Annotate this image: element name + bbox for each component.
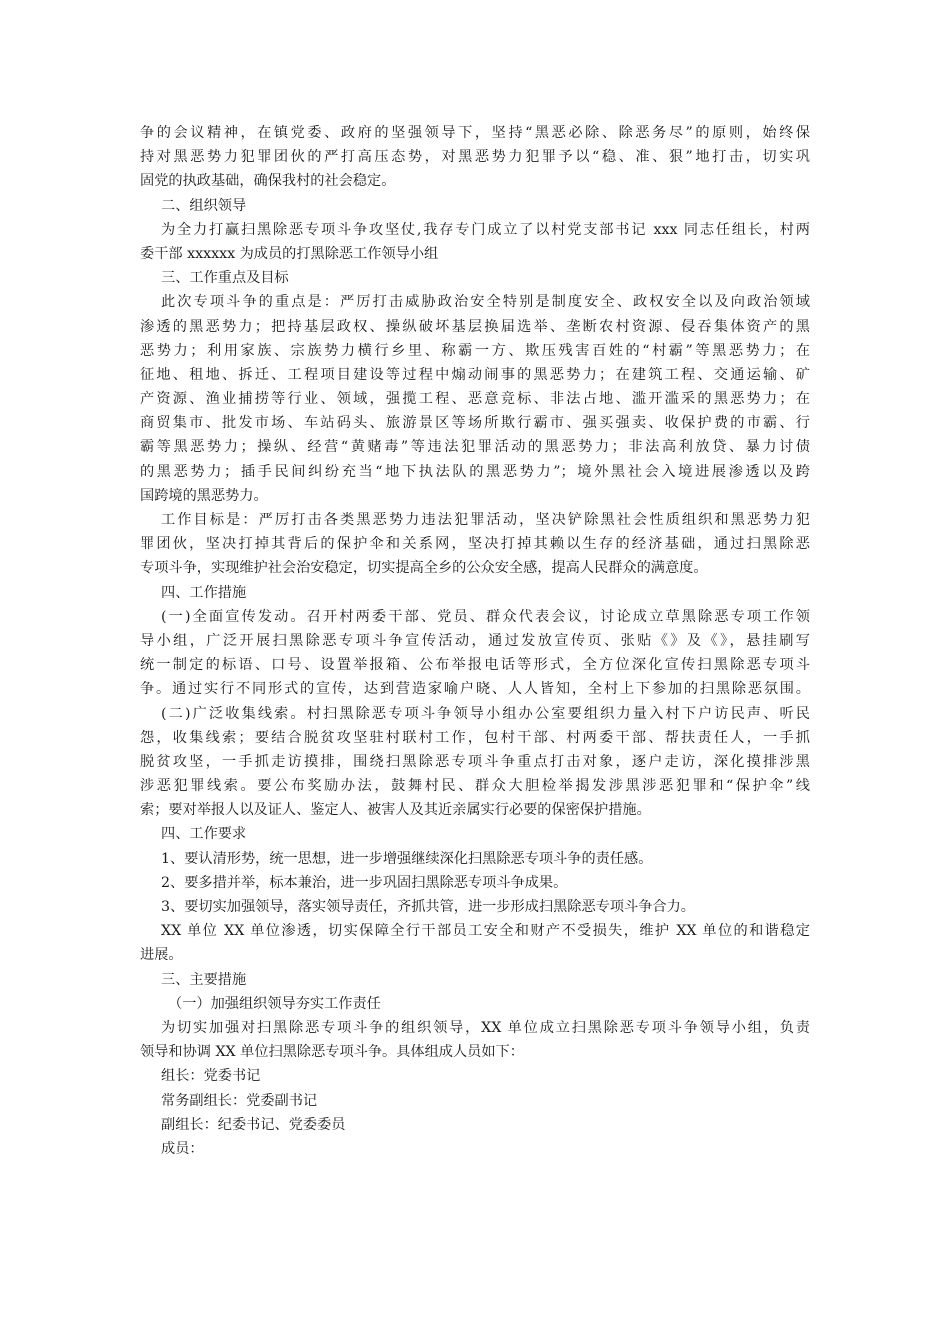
text-line: 委干部 xxxxxx 为成员的打黑除恶工作领导小组 <box>140 245 439 262</box>
text-line: 三、工作重点及目标 <box>161 270 289 287</box>
text-line: 产资源、渔业捕捞等行业、领域，强揽工程、恶意竞标、非法占地、滥开滥采的黑恶势力；在 <box>140 391 810 408</box>
text-line: 索；要对举报人以及证人、鉴定人、被害人及其近亲属实行必要的保密保护措施。 <box>140 802 651 819</box>
text-line: 三、主要措施 <box>161 971 247 988</box>
text-line: 怨，收集线索；要结合脱贫攻坚驻村联村工作，包村干部、村两委干部、帮扶责任人，一手抓 <box>140 729 810 746</box>
text-line: 进展。 <box>140 947 183 964</box>
text-line: 国跨境的黑恶势力。 <box>140 487 268 504</box>
text-line: （一）加强组织领导夯实工作责任 <box>168 995 381 1012</box>
text-line: 商贸集市、批发市场、车站码头、旅游景区等场所欺行霸市、强买强卖、收保护费的市霸、行 <box>140 415 810 432</box>
text-line: 副组长：纪委书记、党委委员 <box>161 1116 346 1133</box>
text-line: 为全力打赢扫黑除恶专项斗争攻坚仗,我存专门成立了以村党支部书记 xxx 同志任组长，村两 <box>161 221 810 238</box>
text-line: 的黑恶势力；插手民间纠纷充当“地下执法队的黑恶势力”；境外黑社会入境进展渗透以及跨 <box>140 463 810 480</box>
text-line: 为切实加强对扫黑除恶专项斗争的组织领导，XX 单位成立扫黑除恶专项斗争领导小组，负责 <box>161 1019 810 1036</box>
text-line: XX 单位 XX 单位渗透，切实保障全行干部员工安全和财产不受损失，维护 XX 单位的和谐稳定 <box>161 923 810 940</box>
text-line: 常务副组长：党委副书记 <box>161 1092 318 1109</box>
text-line: 导小组，广泛开展扫黑除恶专项斗争宣传活动，通过发放宣传页、张贴《》及《》，悬挂刷写 <box>140 632 810 649</box>
text-line: 渗透的黑恶势力；把持基层政权、操纵破坏基层换届选举、垄断农村资源、侵吞集体资产的黑 <box>140 318 810 335</box>
text-line: 争的会议精神，在镇党委、政府的坚强领导下，坚持“黑恶必除、除恶务尽”的原则，始终保 <box>140 125 810 141</box>
text-line: 此次专项斗争的重点是：严厉打击威胁政治安全特别是制度安全、政权安全以及向政治领域 <box>161 294 810 311</box>
text-line: (二)广泛收集线索。村扫黑除恶专项斗争领导小组办公室要组织力量入村下户访民声、听民 <box>161 705 810 722</box>
text-line: 四、工作措施 <box>161 584 247 601</box>
text-line: 四、工作要求 <box>161 826 247 843</box>
text-line: 脱贫攻坚，一手抓走访摸排，围绕扫黑除恶专项斗争重点打击对象，逐户走访，深化摸排涉黑 <box>140 753 810 770</box>
text-line: 固党的执政基础，确保我村的社会稳定。 <box>140 173 396 190</box>
text-line: 征地、租地、拆迁、工程项目建设等过程中煽动闹事的黑恶势力；在建筑工程、交通运输、矿 <box>140 366 810 383</box>
text-line: 争。通过实行不同形式的宣传，达到营造家喻户晓、人人皆知，全村上下参加的扫黑除恶氛围。 <box>140 681 810 698</box>
text-line: 组长：党委书记 <box>161 1068 261 1085</box>
text-line: 3、要切实加强领导，落实领导责任，齐抓共管，进一步形成扫黑除恶专项斗争合力。 <box>161 899 695 915</box>
text-line: 涉恶犯罪线索。要公布奖励办法，鼓舞村民、群众大胆检举揭发涉黑涉恶犯罪和“保护伞”线 <box>140 778 810 795</box>
text-line: 成员： <box>161 1140 204 1157</box>
text-line: 持对黑恶势力犯罪团伙的严打高压态势，对黑恶势力犯罪予以“稳、准、狠”地打击，切实巩 <box>140 149 810 166</box>
text-line: 统一制定的标语、口号、设置举报箱、公布举报电话等形式，全方位深化宣传扫黑除恶专项斗 <box>140 657 810 674</box>
text-line: 工作目标是：严厉打击各类黑恶势力违法犯罪活动，坚决铲除黑社会性质组织和黑恶势力犯 <box>161 512 810 528</box>
text-line: 领导和协调 XX 单位扫黑除恶专项斗争。具体组成人员如下： <box>140 1044 524 1061</box>
text-line: 1、要认清形势，统一思想，进一步增强继续深化扫黑除恶专项斗争的责任感。 <box>161 850 653 867</box>
text-line: 恶势力；利用家族、宗族势力横行乡里、称霸一方、欺压残害百姓的“村霸”等黑恶势力；在 <box>140 342 810 359</box>
text-line: 二、组织领导 <box>161 197 247 214</box>
text-line: 专项斗争，实现维护社会治安稳定，切实提高全乡的公众安全感，提高人民群众的满意度。 <box>140 560 708 577</box>
text-line: 罪团伙，坚决打掉其背后的保护伞和关系网，坚决打掉其赖以生存的经济基础，通过扫黑除恶 <box>140 536 810 553</box>
text-line: (一)全面宣传发动。召开村两委干部、党员、群众代表会议，讨论成立草黑除恶专项工作领 <box>161 608 810 625</box>
text-line: 霸等黑恶势力；操纵、经营“黄赌毒”等违法犯罪活动的黑恶势力；非法高利放贷、暴力讨债 <box>140 439 810 456</box>
text-line: 2、要多措并举，标本兼治，进一步巩固扫黑除恶专项斗争成果。 <box>161 874 568 891</box>
document-body <box>140 121 810 1161</box>
